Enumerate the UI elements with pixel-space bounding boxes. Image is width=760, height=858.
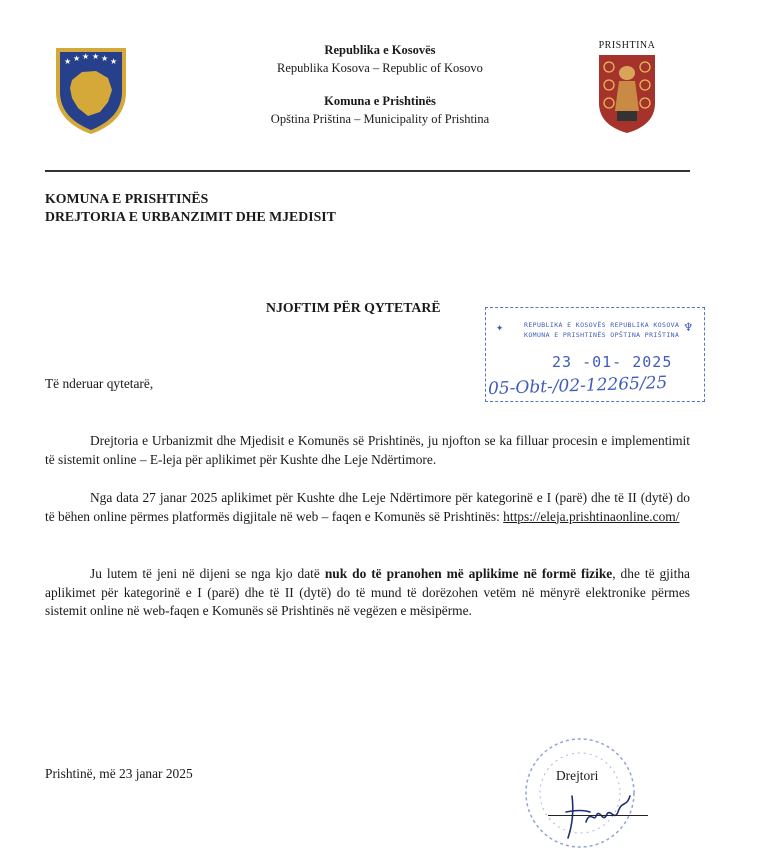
header-municipality-translations: Opština Priština – Municipality of Prishtina	[270, 112, 490, 126]
paragraph-3-emphasis: nuk do të pranohen më aplikime në formë fizike	[324, 566, 613, 581]
org-directorate: DREJTORIA E URBANZIMIT DHE MJEDISIT	[45, 209, 336, 224]
registry-stamp	[485, 307, 705, 402]
signer-title: Drejtori	[556, 768, 599, 783]
stamp-figure-icon: ♆	[684, 320, 693, 336]
stamp-date: 23 -01- 2025	[552, 353, 673, 371]
header-republic-translations: Republika Kosova – Republic of Kosovo	[277, 61, 483, 75]
stamp-emblem-icon: ✦	[496, 320, 504, 334]
notice-title: NJOFTIM PËR QYTETARË	[266, 300, 441, 315]
svg-text:★: ★	[82, 52, 90, 61]
paragraph-3-pre: Ju lutem të jeni në dijeni se nga kjo datë	[90, 566, 325, 581]
paragraph-1: Drejtoria e Urbanizmit dhe Mjedisit e Komunës së Prishtinës, ju njofton se ka filluar procesin e implementimit të sistemit online – E-leja për aplikimet për Kushte dhe Leje Ndërtimore.	[45, 433, 690, 467]
salutation: Të nderuar qytetarë,	[45, 376, 154, 391]
signature-line	[548, 815, 648, 816]
signature-icon	[560, 782, 650, 842]
org-municipality: KOMUNA E PRISHTINËS	[45, 191, 209, 206]
stamp-header-line2: KOMUNA E PRISHTINËS OPŠTINA PRIŠTINA	[524, 331, 680, 339]
eleja-link[interactable]: https://eleja.prishtinaonline.com/	[503, 508, 680, 524]
paragraph-3	[45, 565, 690, 621]
header-republic-name: Republika e Kosovës	[324, 43, 436, 57]
svg-text:★: ★	[73, 54, 81, 63]
header-municipality-name: Komuna e Prishtinës	[324, 94, 436, 108]
kosovo-coat-of-arms-icon	[52, 44, 130, 136]
paragraph-3-post: , dhe të gjitha aplikimet për kategorinë e I (parë) dhe të II (dytë) do të mund të dorëzohen vetëm në mënyrë elektronike përmes sistemit online në web-faqen e Komunës së Prishtinës në vegëzen e mësipërme.	[45, 566, 690, 618]
prishtina-logo-label: PRISHTINA	[598, 40, 656, 51]
prishtina-coat-of-arms-icon	[597, 53, 657, 135]
paragraph-2	[45, 489, 690, 526]
stamp-reference-number: 05-Obt-/02-12265/25	[487, 372, 668, 400]
stamp-header-line1: REPUBLIKA E KOSOVËS REPUBLIKA KOSOVA	[524, 321, 680, 329]
svg-text:★: ★	[110, 57, 118, 66]
svg-text:★: ★	[92, 52, 100, 61]
svg-text:★: ★	[101, 54, 109, 63]
place-and-date: Prishtinë, më 23 janar 2025	[45, 766, 193, 781]
svg-text:★: ★	[64, 57, 72, 66]
paragraph-2-text: Nga data 27 janar 2025 aplikimet për Kushte dhe Leje Ndërtimore për kategorinë e I (parë) dhe të II (dytë) do të bëhen online përmes platformës digjitale në web – faqen e Komunës së Prishtinës:	[45, 490, 690, 524]
header-divider	[45, 170, 690, 172]
